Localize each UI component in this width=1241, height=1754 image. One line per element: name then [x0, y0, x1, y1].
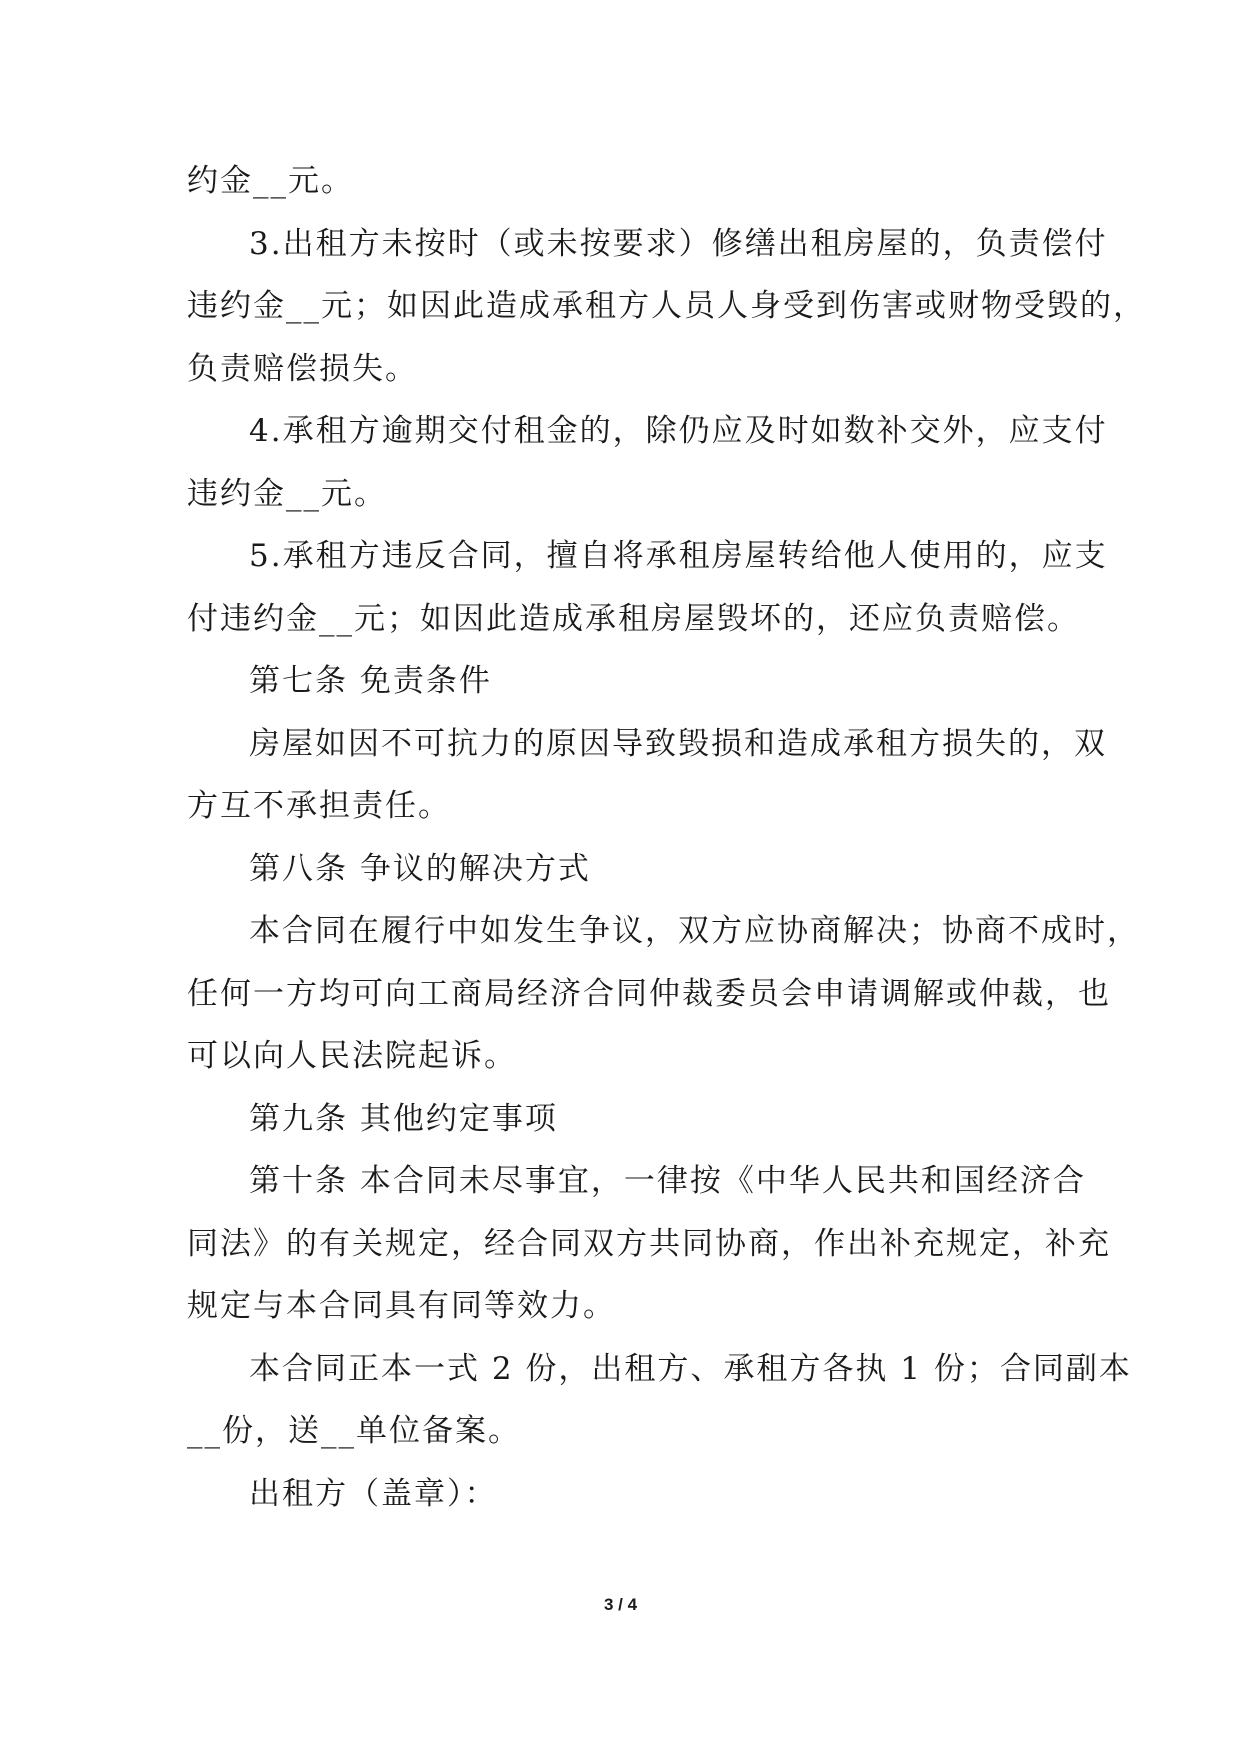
text-line: 规定与本合同具有同等效力。	[187, 1288, 616, 1324]
text-line: 约金__元。	[187, 163, 354, 199]
text-line: 可以向人民法院起诉。	[187, 1038, 517, 1074]
text-line: 任何一方均可向工商局经济合同仲裁委员会申请调解或仲裁，也	[187, 975, 1111, 1012]
text-line: 本合同正本一式 2 份，出租方、承租方各执 1 份；合同副本	[249, 1350, 1132, 1387]
text-line: 4.承租方逾期交付租金的，除仍应及时如数补交外，应支付	[249, 413, 1108, 449]
section-heading: 第八条 争议的解决方式	[249, 850, 591, 887]
text-line: __份，送__单位备案。	[187, 1413, 521, 1449]
signature-line: 出租方（盖章）：	[249, 1475, 498, 1512]
page-number: 3 / 4	[603, 1595, 638, 1614]
section-heading: 第九条 其他约定事项	[249, 1100, 558, 1137]
text-line: 负责赔偿损失。	[187, 350, 418, 387]
text-line: 第十条 本合同未尽事宜，一律按《中华人民共和国经济合	[249, 1163, 1086, 1199]
text-line: 方互不承担责任。	[187, 788, 451, 824]
text-line: 同法》的有关规定，经合同双方共同协商，作出补充规定，补充	[187, 1225, 1111, 1262]
text-line: 5.承租方违反合同，擅自将承租房屋转给他人使用的，应支	[249, 538, 1108, 574]
text-line: 本合同在履行中如发生争议，双方应协商解决；协商不成时，	[249, 913, 1140, 949]
text-line: 违约金__元；如因此造成承租方人员人身受到伤害或财物受毁的，	[187, 288, 1146, 324]
text-line: 3.出租方未按时（或未按要求）修缮出租房屋的，负责偿付	[249, 225, 1108, 262]
text-line: 房屋如因不可抗力的原因导致毁损和造成承租方损失的，双	[249, 725, 1107, 762]
document-body	[187, 150, 1146, 1525]
section-heading: 第七条 免责条件	[249, 663, 492, 699]
text-line: 违约金__元。	[187, 475, 387, 512]
text-line: 付违约金__元；如因此造成承租房屋毁坏的，还应负责赔偿。	[187, 600, 1080, 637]
